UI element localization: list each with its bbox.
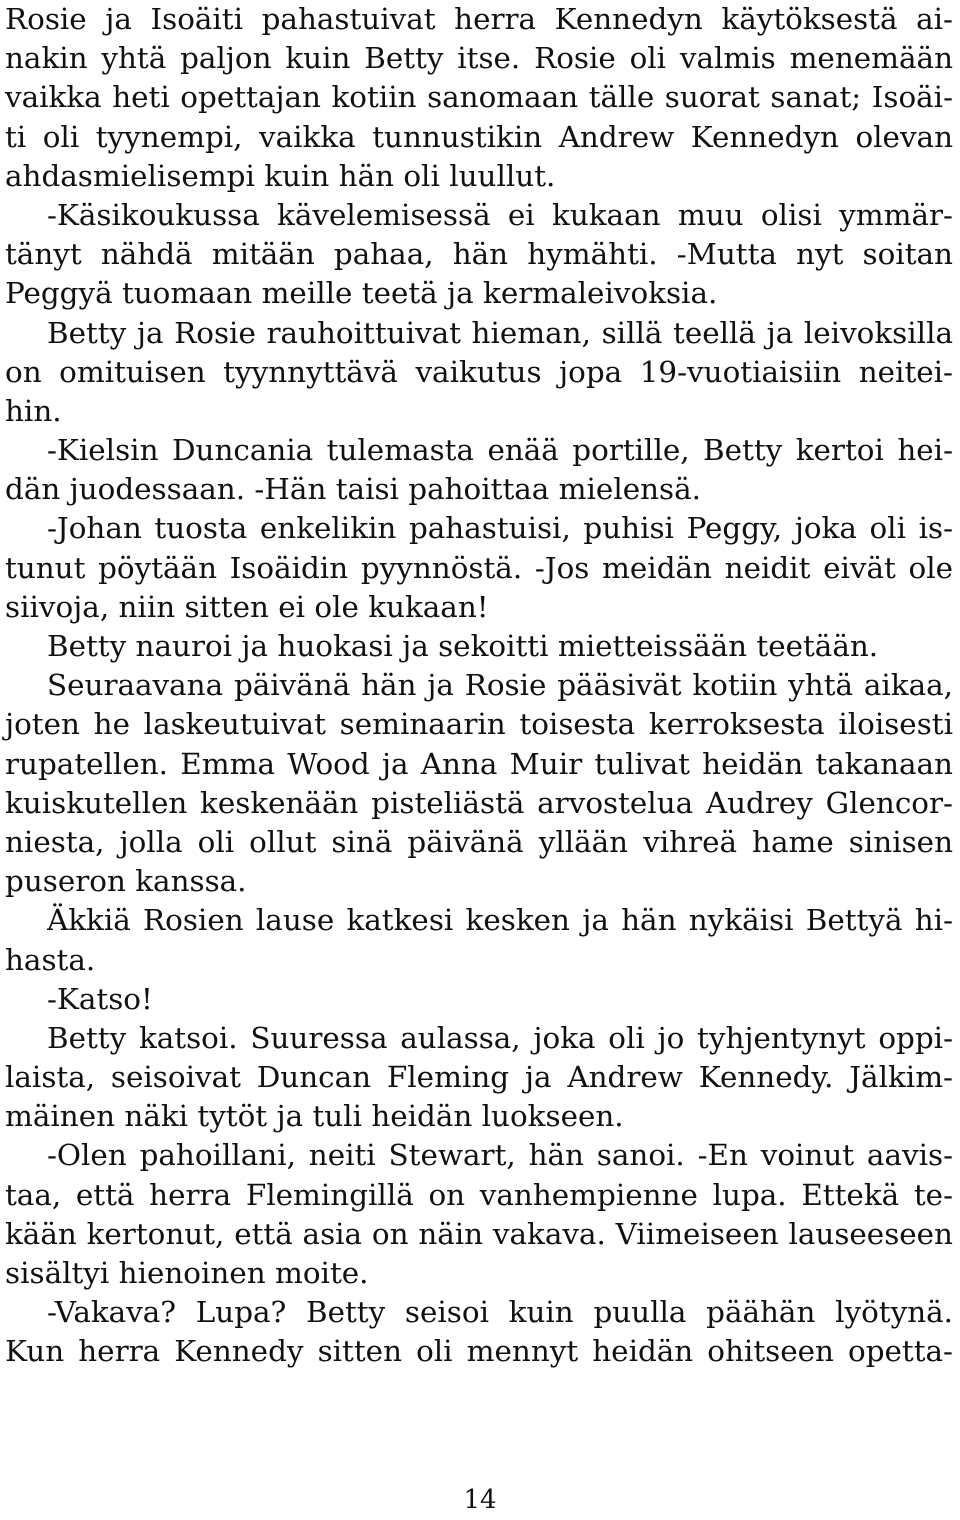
text-line: Betty nauroi ja huokasi ja sekoitti mietteissään teetään. — [47, 629, 879, 663]
text-line: mäinen näki tytöt ja tuli heidän luokseen. — [5, 1099, 624, 1134]
text-line: hin. — [5, 393, 62, 428]
text-line: siivoja, niin sitten ei ole kukaan! — [5, 589, 489, 624]
text-line: kuiskutellen keskenään pisteliästä arvostelua Audrey Glencor- — [5, 785, 953, 820]
text-line: dän juodessaan. -Hän taisi pahoittaa mielensä. — [5, 472, 701, 507]
page-number: 14 — [463, 1485, 497, 1515]
text-line: sisältyi hienoinen moite. — [5, 1256, 369, 1290]
text-line: tunut pöytään Isoäidin pyynnöstä. -Jos meidän neidit eivät ole — [5, 550, 953, 585]
text-line: kään kertonut, että asia on näin vakava. Viimeiseen lauseeseen — [5, 1216, 953, 1251]
text-line: Betty ja Rosie rauhoittuivat hieman, sillä teellä ja leivoksilla — [47, 315, 953, 350]
text-line: ti oli tyynempi, vaikka tunnustikin Andrew Kennedyn olevan — [5, 119, 953, 154]
text-line: vaikka heti opettajan kotiin sanomaan tälle suorat sanat; Isoäi- — [5, 80, 953, 115]
text-line: -Kielsin Duncania tulemasta enää portille, Betty kertoi hei- — [47, 433, 953, 468]
text-line: taa, että herra Flemingillä on vanhempienne lupa. Ettekä te- — [5, 1177, 953, 1212]
text-line: -Olen pahoillani, neiti Stewart, hän sanoi. -En voinut aavis- — [47, 1138, 953, 1173]
text-line: tänyt nähdä mitään pahaa, hän hymähti. -Mutta nyt soitan — [5, 237, 953, 272]
text-line: Äkkiä Rosien lause katkesi kesken ja hän nykäisi Bettyä hi- — [47, 903, 953, 938]
text-line: rupatellen. Emma Wood ja Anna Muir tulivat heidän takanaan — [5, 746, 953, 781]
body-text — [5, 0, 953, 1372]
text-line: nakin yhtä paljon kuin Betty itse. Rosie oli valmis menemään — [5, 41, 953, 76]
text-line: hasta. — [5, 942, 96, 977]
text-line: -Vakava? Lupa? Betty seisoi kuin puulla päähän lyötynä. — [47, 1295, 953, 1330]
text-line: -Katso! — [47, 981, 153, 1016]
text-line: Peggyä tuomaan meille teetä ja kermaleivoksia. — [5, 276, 718, 311]
text-line: Kun herra Kennedy sitten oli mennyt heidän ohitseen opetta- — [5, 1334, 953, 1369]
text-line: on omituisen tyynnyttävä vaikutus jopa 19-vuotiaisiin neitei- — [5, 354, 953, 389]
text-line: niesta, jolla oli ollut sinä päivänä yllään vihreä hame sinisen — [5, 824, 953, 859]
text-line: Rosie ja Isoäiti pahastuivat herra Kennedyn käytöksestä ai- — [5, 2, 953, 36]
text-line: joten he laskeutuivat seminaarin toisesta kerroksesta iloisesti — [5, 707, 953, 742]
text-line: puseron kanssa. — [5, 864, 247, 899]
text-line: -Käsikoukussa kävelemisessä ei kukaan muu olisi ymmär- — [47, 197, 953, 232]
text-line: laista, seisoivat Duncan Fleming ja Andrew Kennedy. Jälkim- — [5, 1060, 953, 1095]
text-line: -Johan tuosta enkelikin pahastuisi, puhisi Peggy, joka oli is- — [47, 511, 953, 546]
text-line: ahdasmielisempi kuin hän oli luullut. — [5, 158, 556, 193]
text-line: Seuraavana päivänä hän ja Rosie pääsivät kotiin yhtä aikaa, — [47, 668, 953, 703]
text-line: Betty katsoi. Suuressa aulassa, joka oli jo tyhjentynyt oppi- — [47, 1020, 953, 1055]
